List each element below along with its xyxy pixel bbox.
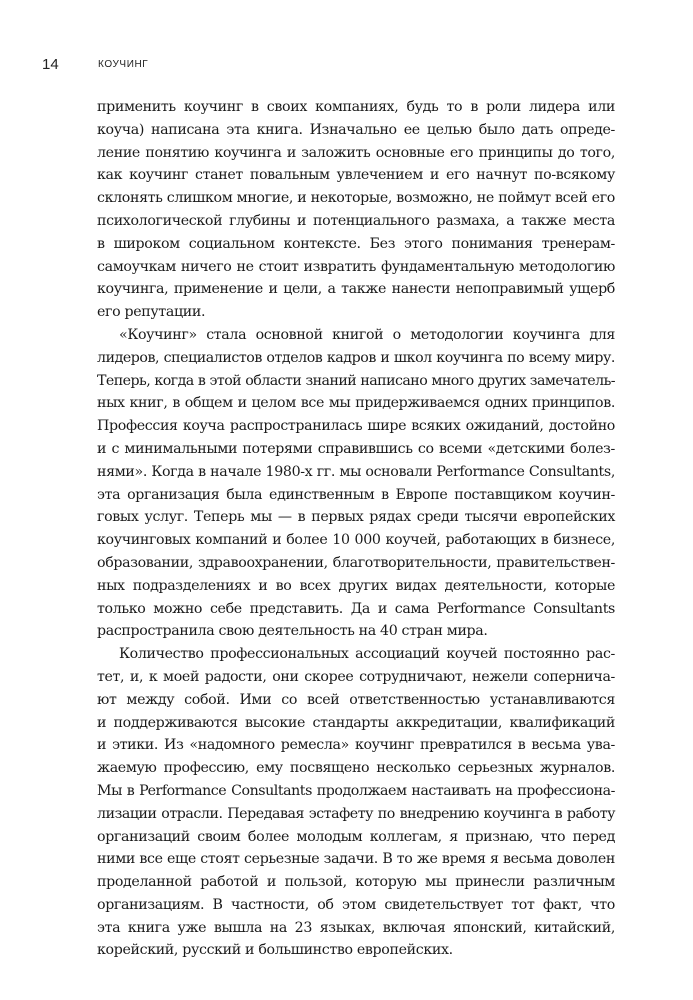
text-line: говых услуг. Теперь мы — в первых рядах среди тысячи европейских <box>97 509 615 526</box>
page-number: 14 <box>42 56 59 73</box>
text-line: ных подразделениях и во всех других видах деятельности, которые <box>97 577 615 594</box>
text-line: лидеров, специалистов отделов кадров и школ коучинга по всему миру. <box>97 349 615 366</box>
text-line: только можно себе представить. Да и сама Performance Consultants <box>97 600 615 617</box>
text-line: Мы в Performance Consultants продолжаем настаивать на профессиона- <box>97 782 615 799</box>
text-line: распространила свою деятельность на 40 стран мира. <box>97 623 488 640</box>
paragraph <box>97 96 615 324</box>
text-line: коуча) написана эта книга. Изначально ее целью было дать опреде- <box>97 121 615 138</box>
text-line: ют между собой. Ими со всей ответственностью устанавливаются <box>97 691 615 708</box>
text-line: Количество профессиональных ассоциаций коучей постоянно рас- <box>119 646 615 663</box>
text-line: и этики. Из «надомного ремесла» коучинг превратился в весьма ува- <box>97 737 615 754</box>
text-line: тет, и, к моей радости, они скорее сотрудничают, нежели сопернича- <box>97 668 615 685</box>
text-line: ных книг, в общем и целом все мы придерживаемся одних принципов. <box>97 395 615 412</box>
text-line: склонять слишком многие, и некоторые, возможно, не поймут всей его <box>97 190 615 207</box>
text-line: коучинга, применение и цели, а также нанести непоправимый ущерб <box>97 281 615 298</box>
text-line: и с минимальными потерями справившись со всеми «детскими болез- <box>97 440 615 457</box>
text-line: коучинговых компаний и более 10 000 коучей, работающих в бизнесе, <box>97 532 615 549</box>
text-line: ними все еще стоят серьезные задачи. В то же время я весьма доволен <box>97 851 615 868</box>
text-line: эта организация была единственным в Европе поставщиком коучин- <box>97 486 615 503</box>
text-line: самоучкам ничего не стоит извратить фундаментальную методологию <box>97 258 615 275</box>
text-line: лизации отрасли. Передавая эстафету по внедрению коучинга в работу <box>97 805 615 822</box>
paragraph <box>97 643 615 962</box>
running-head: КОУЧИНГ <box>98 59 149 70</box>
text-line: Профессия коуча распространилась шире всяких ожиданий, достойно <box>97 418 615 435</box>
paragraph <box>97 324 615 643</box>
text-line: применить коучинг в своих компаниях, будь то в роли лидера или <box>97 99 615 115</box>
text-line: ление понятию коучинга и заложить основные его принципы до того, <box>97 144 615 161</box>
text-line: жаемую профессию, ему посвящено несколько серьезных журналов. <box>97 760 615 777</box>
body-text <box>97 96 615 962</box>
text-line: организациям. В частности, об этом свидетельствует тот факт, что <box>97 896 615 913</box>
text-line: в широком социальном контексте. Без этого понимания тренерам- <box>97 235 615 252</box>
text-line: корейский, русский и большинство европейских. <box>97 942 453 959</box>
text-line: нями». Когда в начале 1980-х гг. мы основали Performance Consultants, <box>97 463 615 480</box>
text-line: Теперь, когда в этой области знаний написано много других замечатель- <box>97 372 615 389</box>
text-line: «Коучинг» стала основной книгой о методологии коучинга для <box>119 326 615 343</box>
text-line: психологической глубины и потенциального размаха, а также места <box>97 212 615 229</box>
text-line: образовании, здравоохранении, благотворительности, правительствен- <box>97 554 615 571</box>
text-line: его репутации. <box>97 304 206 321</box>
text-line: и поддерживаются высокие стандарты аккредитации, квалификаций <box>97 714 615 731</box>
text-line: эта книга уже вышла на 23 языках, включая японский, китайский, <box>97 919 615 936</box>
text-line: организаций своим более молодым коллегам, я признаю, что перед <box>97 828 615 845</box>
text-line: проделанной работой и пользой, которую мы принесли различным <box>97 874 615 891</box>
text-line: как коучинг станет повальным увлечением и его начнут по-всякому <box>97 167 615 184</box>
